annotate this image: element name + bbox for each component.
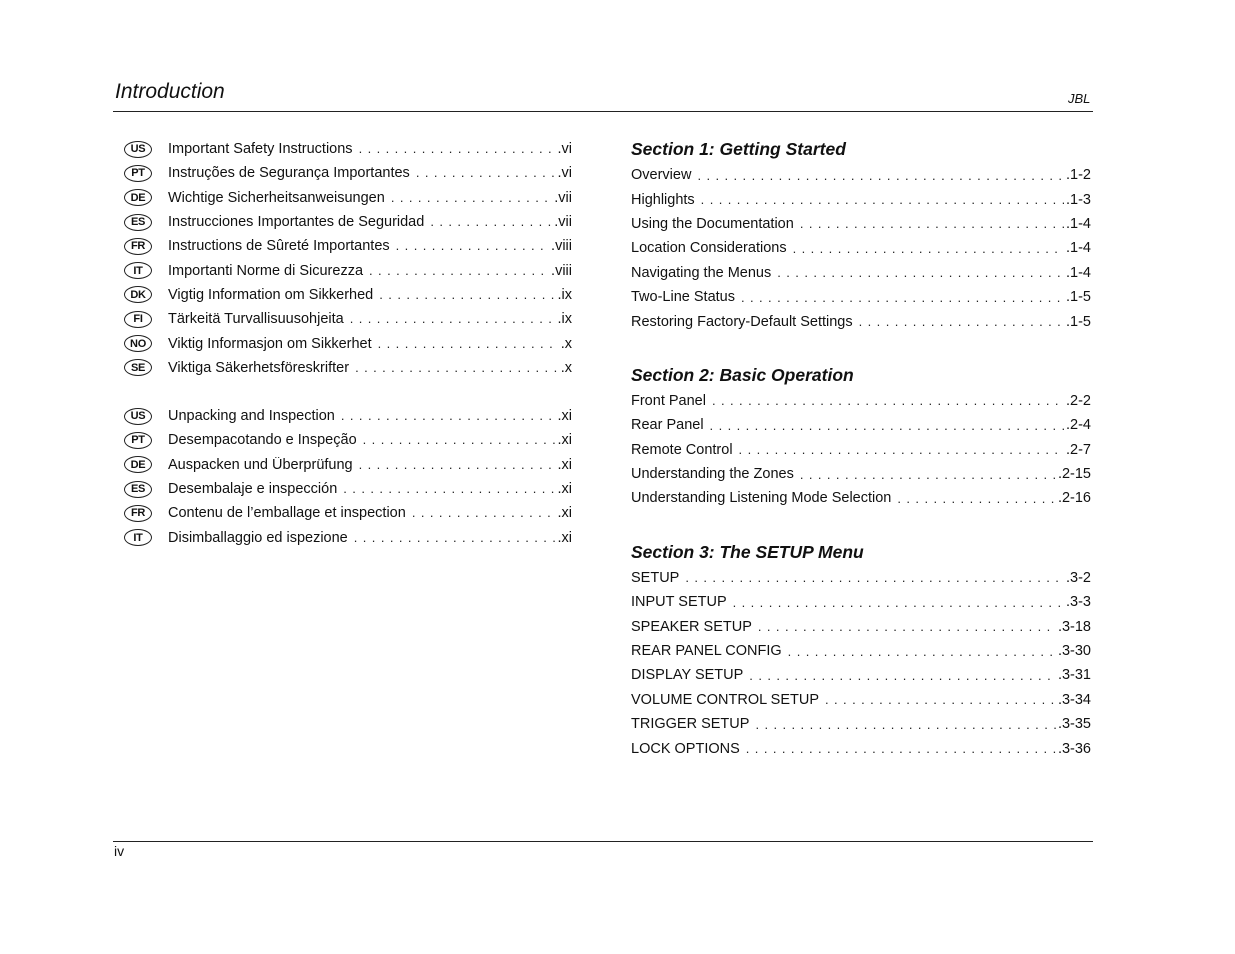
entry-page: .1-5 bbox=[1066, 289, 1091, 306]
entry-page: .1-5 bbox=[1066, 313, 1091, 330]
entry-line bbox=[168, 457, 572, 473]
dot-leader bbox=[369, 263, 549, 278]
entry-page: .xi bbox=[557, 529, 572, 546]
country-code-badge: FR bbox=[124, 505, 152, 522]
language-list bbox=[124, 137, 572, 550]
entry-title: DISPLAY SETUP bbox=[631, 667, 744, 684]
toc-entry[interactable] bbox=[124, 186, 572, 210]
toc-entry[interactable] bbox=[631, 566, 1091, 590]
entry-page: .viii bbox=[551, 262, 572, 279]
country-code-badge: PT bbox=[124, 432, 152, 449]
entry-page: .2-2 bbox=[1066, 392, 1091, 409]
entry-page: .xi bbox=[557, 456, 572, 473]
dot-leader bbox=[355, 360, 559, 375]
entry-page: .3-31 bbox=[1057, 667, 1091, 684]
dot-leader bbox=[710, 418, 1064, 433]
dot-leader bbox=[685, 570, 1064, 585]
entry-line bbox=[168, 432, 572, 448]
entry-page: .3-3 bbox=[1066, 594, 1091, 611]
entry-page: .ix bbox=[557, 311, 572, 328]
country-code-badge: IT bbox=[124, 529, 152, 546]
entry-page: .xi bbox=[557, 408, 572, 425]
entry-title: Understanding Listening Mode Selection bbox=[631, 490, 892, 507]
entry-title: Unpacking and Inspection bbox=[168, 408, 335, 425]
dot-leader bbox=[749, 668, 1056, 683]
country-code-badge: ES bbox=[124, 481, 152, 498]
entry-page: .1-4 bbox=[1066, 215, 1091, 232]
entry-page: .3-34 bbox=[1057, 691, 1091, 708]
entry-page: .viii bbox=[551, 238, 572, 255]
entry-title: Tärkeitä Turvallisuusohjeita bbox=[168, 311, 344, 328]
entry-title: Instructions de Sûreté Importantes bbox=[168, 238, 390, 255]
entry-page: .ix bbox=[557, 286, 572, 303]
footer-rule bbox=[113, 841, 1093, 842]
entry-page: .x bbox=[560, 359, 572, 376]
entry-page: .vi bbox=[557, 141, 572, 158]
dot-leader bbox=[354, 530, 556, 545]
dot-leader bbox=[378, 336, 559, 351]
toc-entry[interactable] bbox=[631, 486, 1091, 510]
entry-title: REAR PANEL CONFIG bbox=[631, 643, 782, 660]
toc-entry[interactable] bbox=[124, 331, 572, 355]
entry-title: Desempacotando e Inspeção bbox=[168, 432, 357, 449]
dot-leader bbox=[777, 265, 1064, 280]
country-code-badge: PT bbox=[124, 165, 152, 182]
entry-page: .3-2 bbox=[1066, 569, 1091, 586]
entry-title: Navigating the Menus bbox=[631, 264, 772, 281]
entry-title: Two-Line Status bbox=[631, 289, 735, 306]
entry-title: Restoring Factory-Default Settings bbox=[631, 313, 853, 330]
dot-leader bbox=[800, 216, 1064, 231]
toc-entry[interactable] bbox=[631, 261, 1091, 285]
dot-leader bbox=[712, 393, 1064, 408]
country-code-badge: IT bbox=[124, 262, 152, 279]
dot-leader bbox=[341, 408, 556, 423]
entry-line bbox=[168, 263, 572, 279]
toc-entry[interactable] bbox=[631, 309, 1091, 333]
entry-title: Wichtige Sicherheitsanweisungen bbox=[168, 189, 385, 206]
toc-entry[interactable] bbox=[124, 307, 572, 331]
entry-title: Vigtig Information om Sikkerhed bbox=[168, 286, 374, 303]
dot-leader bbox=[343, 481, 555, 496]
dot-leader bbox=[363, 432, 556, 447]
toc-entry[interactable] bbox=[124, 453, 572, 477]
entry-title: Overview bbox=[631, 167, 692, 184]
entry-line bbox=[168, 287, 572, 303]
entry-line bbox=[168, 141, 572, 157]
toc-entry[interactable] bbox=[124, 428, 572, 452]
entry-title: TRIGGER SETUP bbox=[631, 716, 750, 733]
entry-title: Rear Panel bbox=[631, 417, 704, 434]
country-code-badge: US bbox=[124, 408, 152, 425]
dot-leader bbox=[741, 290, 1064, 305]
dot-leader bbox=[800, 467, 1056, 482]
entry-page: .3-18 bbox=[1057, 618, 1091, 635]
entry-page: .3-35 bbox=[1057, 716, 1091, 733]
entry-line bbox=[168, 311, 572, 327]
entry-line bbox=[168, 165, 572, 181]
toc-entry[interactable] bbox=[631, 663, 1091, 687]
toc-entry[interactable] bbox=[631, 712, 1091, 736]
toc-entry[interactable] bbox=[124, 525, 572, 549]
dot-leader bbox=[788, 644, 1056, 659]
dot-leader bbox=[379, 287, 555, 302]
entry-line bbox=[168, 505, 572, 521]
toc-entry[interactable] bbox=[124, 477, 572, 501]
entry-page: .2-16 bbox=[1057, 490, 1091, 507]
toc-entry[interactable] bbox=[631, 462, 1091, 486]
header-rule bbox=[113, 111, 1093, 112]
entry-title: Using the Documentation bbox=[631, 215, 794, 232]
entry-title: Remote Control bbox=[631, 441, 733, 458]
dot-leader bbox=[697, 168, 1064, 183]
entry-page: .vii bbox=[554, 214, 572, 231]
entry-page: .3-30 bbox=[1057, 643, 1091, 660]
dot-leader bbox=[755, 717, 1056, 732]
toc-entry[interactable] bbox=[631, 163, 1091, 187]
toc-entry[interactable] bbox=[124, 161, 572, 185]
entry-title: Importanti Norme di Sicurezza bbox=[168, 262, 364, 279]
toc-entry[interactable] bbox=[124, 234, 572, 258]
entry-title: Contenu de l’emballage et inspection bbox=[168, 505, 406, 522]
entry-title: INPUT SETUP bbox=[631, 594, 727, 611]
section-heading: Section 1: Getting Started bbox=[631, 139, 846, 159]
toc-entry[interactable] bbox=[631, 688, 1091, 712]
country-code-badge: DE bbox=[124, 456, 152, 473]
entry-line bbox=[168, 238, 572, 254]
toc-entry[interactable] bbox=[124, 404, 572, 428]
entry-title: SETUP bbox=[631, 569, 680, 586]
brand-label: JBL bbox=[1068, 91, 1091, 106]
entry-page: .1-2 bbox=[1066, 167, 1091, 184]
toc-entry[interactable] bbox=[631, 413, 1091, 437]
dot-leader bbox=[396, 238, 549, 253]
entry-title: Highlights bbox=[631, 191, 695, 208]
entry-line bbox=[168, 481, 572, 497]
toc-entry[interactable] bbox=[631, 389, 1091, 413]
entry-title: Viktiga Säkerhetsföreskrifter bbox=[168, 359, 350, 376]
entry-title: Important Safety Instructions bbox=[168, 141, 353, 158]
dot-leader bbox=[746, 741, 1056, 756]
entry-title: SPEAKER SETUP bbox=[631, 618, 752, 635]
dot-leader bbox=[412, 505, 556, 520]
toc-entry[interactable] bbox=[631, 639, 1091, 663]
toc-entry[interactable] bbox=[631, 285, 1091, 309]
dot-leader bbox=[359, 141, 556, 156]
dot-leader bbox=[359, 457, 556, 472]
entry-title: LOCK OPTIONS bbox=[631, 740, 740, 757]
dot-leader bbox=[793, 241, 1064, 256]
entry-page: .2-15 bbox=[1057, 466, 1091, 483]
entry-page: .xi bbox=[557, 505, 572, 522]
entry-page: .2-7 bbox=[1066, 441, 1091, 458]
toc-entry[interactable] bbox=[631, 590, 1091, 614]
entry-title: Instrucciones Importantes de Seguridad bbox=[168, 214, 425, 231]
toc-entry[interactable] bbox=[124, 283, 572, 307]
dot-leader bbox=[391, 190, 552, 205]
toc-entry[interactable] bbox=[124, 210, 572, 234]
country-code-badge: SE bbox=[124, 359, 152, 376]
entry-page: .2-4 bbox=[1066, 417, 1091, 434]
entry-line bbox=[168, 214, 572, 230]
page-number: iv bbox=[114, 843, 125, 859]
entry-title: Front Panel bbox=[631, 392, 706, 409]
entry-line bbox=[168, 336, 572, 352]
toc-entry[interactable] bbox=[631, 438, 1091, 462]
entry-line bbox=[168, 530, 572, 546]
section-heading: Section 2: Basic Operation bbox=[631, 364, 854, 385]
dot-leader bbox=[733, 595, 1064, 610]
entry-title: Disimballaggio ed ispezione bbox=[168, 529, 348, 546]
entry-page: .xi bbox=[557, 432, 572, 449]
toc-entry[interactable] bbox=[124, 137, 572, 161]
entry-page: .vi bbox=[557, 165, 572, 182]
country-code-badge: DK bbox=[124, 286, 152, 303]
toc-entry[interactable] bbox=[631, 614, 1091, 638]
entry-title: Understanding the Zones bbox=[631, 466, 794, 483]
entry-title: Desembalaje e inspección bbox=[168, 481, 338, 497]
country-code-badge: NO bbox=[124, 335, 152, 352]
dot-leader bbox=[350, 311, 556, 326]
country-code-badge: US bbox=[124, 141, 152, 158]
entry-page: .1-4 bbox=[1066, 264, 1091, 281]
entry-page: .xi bbox=[557, 481, 572, 497]
entry-line bbox=[168, 360, 572, 376]
entry-title: Instruções de Segurança Importantes bbox=[168, 165, 410, 182]
toc-entry[interactable] bbox=[124, 258, 572, 282]
dot-leader bbox=[416, 165, 556, 180]
page-title: Introduction bbox=[115, 80, 225, 103]
entry-title: Auspacken und Überprüfung bbox=[168, 456, 353, 473]
dot-leader bbox=[758, 619, 1056, 634]
section-heading: Section 3: The SETUP Menu bbox=[631, 541, 864, 562]
dot-leader bbox=[897, 491, 1056, 506]
toc-entry[interactable] bbox=[631, 187, 1091, 211]
dot-leader bbox=[701, 192, 1064, 207]
entry-page: .3-36 bbox=[1057, 740, 1091, 757]
country-code-badge: DE bbox=[124, 189, 152, 206]
entry-title: VOLUME CONTROL SETUP bbox=[631, 691, 819, 708]
entry-line bbox=[168, 408, 572, 424]
toc-entry[interactable] bbox=[631, 212, 1091, 236]
country-code-badge: FI bbox=[124, 311, 152, 328]
entry-page: .1-4 bbox=[1066, 240, 1091, 257]
dot-leader bbox=[739, 442, 1064, 457]
entry-line bbox=[168, 190, 572, 206]
toc-entry[interactable] bbox=[631, 236, 1091, 260]
entry-page: .1-3 bbox=[1066, 191, 1091, 208]
entry-title: Viktig Informasjon om Sikkerhet bbox=[168, 335, 372, 352]
entry-page: .vii bbox=[554, 189, 572, 206]
dot-leader bbox=[859, 314, 1064, 329]
toc-entry[interactable] bbox=[124, 356, 572, 380]
dot-leader bbox=[825, 692, 1056, 707]
country-code-badge: ES bbox=[124, 214, 152, 231]
country-code-badge: FR bbox=[124, 238, 152, 255]
dot-leader bbox=[430, 214, 552, 229]
entry-page: .x bbox=[560, 335, 572, 352]
entry-title: Location Considerations bbox=[631, 240, 787, 257]
toc-entry[interactable] bbox=[631, 736, 1091, 760]
toc-entry[interactable] bbox=[124, 501, 572, 525]
table-of-contents bbox=[631, 136, 1091, 761]
